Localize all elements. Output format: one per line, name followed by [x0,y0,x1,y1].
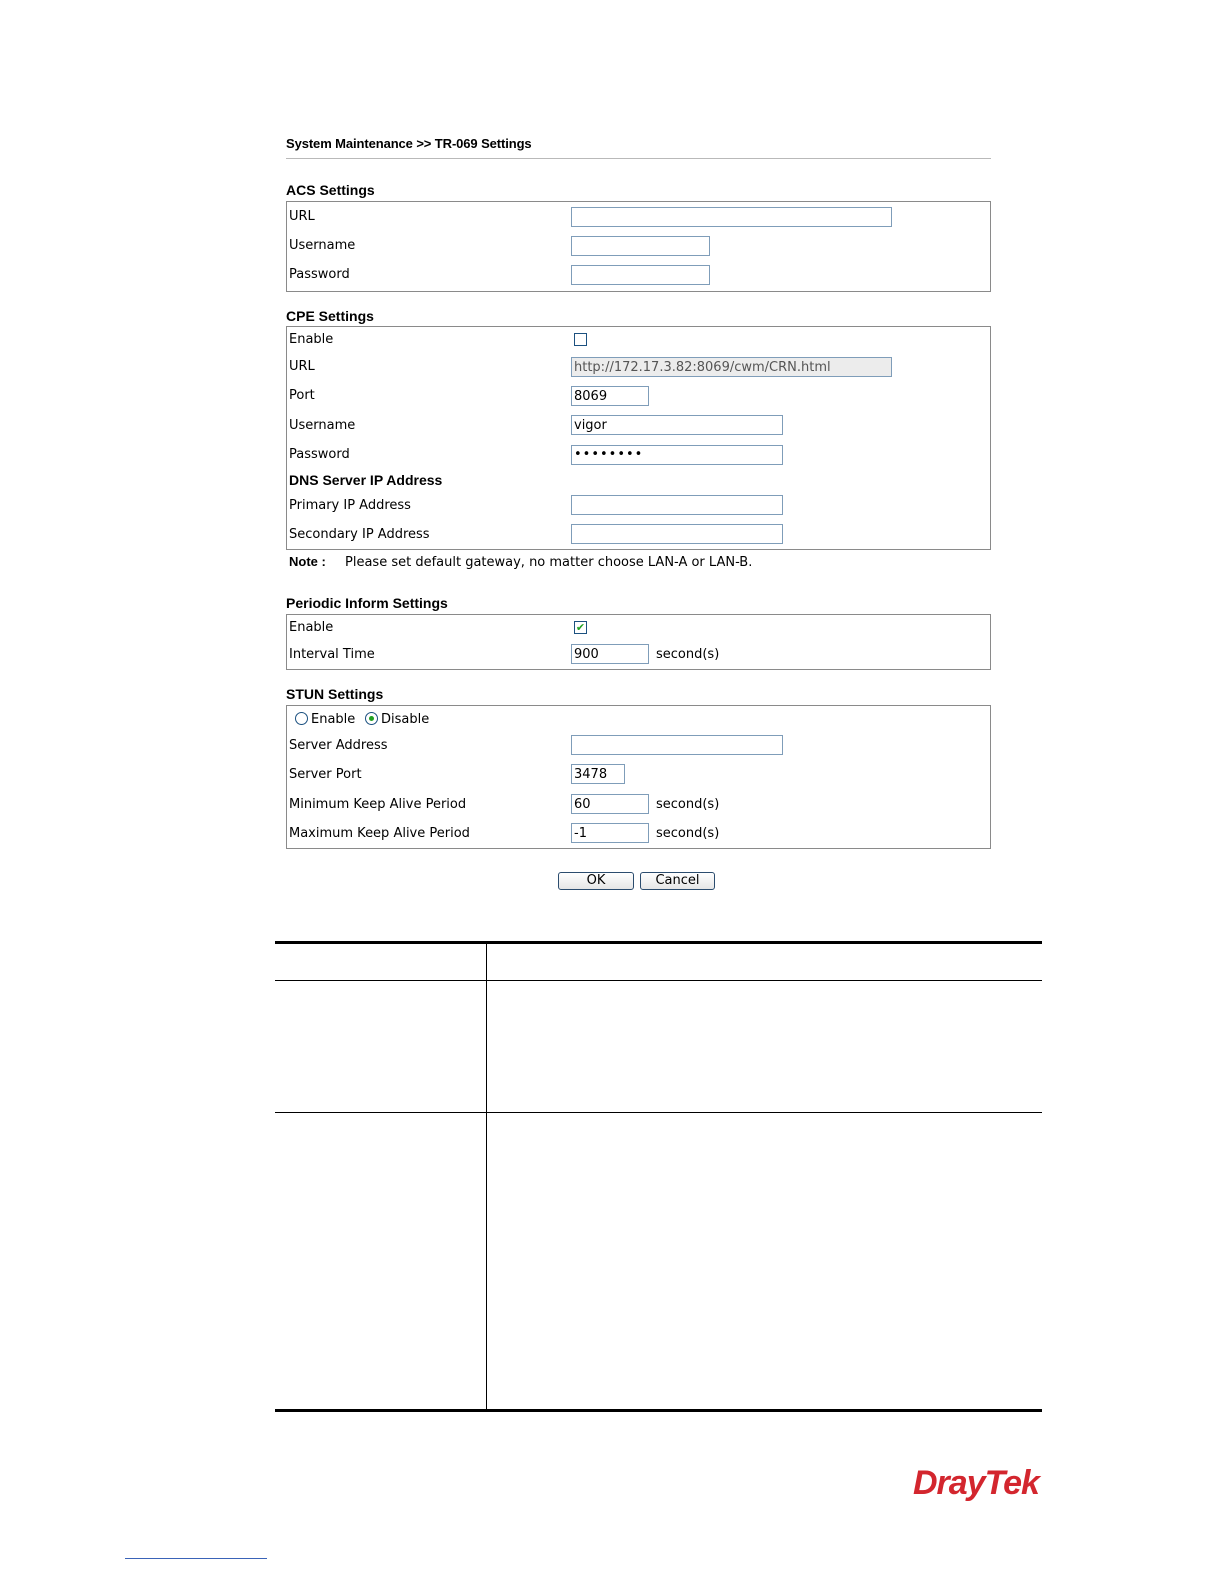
table-row-divider [275,1112,1042,1113]
cpe-username-input[interactable] [571,415,783,435]
min-keep-alive-label: Minimum Keep Alive Period [289,797,467,812]
cpe-password-input[interactable]: •••••••• [571,445,783,465]
acs-password-input[interactable] [571,265,710,285]
cpe-url-label: URL [289,359,315,374]
secondary-ip-input[interactable] [571,524,783,544]
max-keep-alive-input[interactable] [571,823,649,843]
title-divider [286,158,991,159]
cpe-username-label: Username [289,418,356,433]
draytek-logo: DrayTek [913,1464,1039,1502]
stun-disable-radio[interactable] [365,712,378,725]
periodic-enable-checkbox[interactable] [574,621,587,634]
cpe-enable-label: Enable [289,332,334,347]
interval-time-label: Interval Time [289,647,375,662]
periodic-enable-label: Enable [289,620,334,635]
acs-username-label: Username [289,238,356,253]
max-keep-alive-unit: second(s) [656,826,720,841]
checkmark-icon: ✔ [575,621,586,634]
note-label: Note : [289,554,326,569]
primary-ip-input[interactable] [571,495,783,515]
cpe-port-label: Port [289,388,315,403]
cpe-url-input [571,357,892,377]
stun-disable-label: Disable [381,712,430,727]
cpe-password-label: Password [289,447,350,462]
cpe-settings-title: CPE Settings [286,308,374,324]
table-header-divider [275,980,1042,981]
interval-unit: second(s) [656,647,720,662]
interval-time-input[interactable] [571,644,649,664]
stun-enable-radio[interactable] [295,712,308,725]
acs-url-label: URL [289,209,315,224]
radio-selected-dot [369,716,374,721]
server-port-label: Server Port [289,767,362,782]
acs-url-input[interactable] [571,207,892,227]
page-title: System Maintenance >> TR-069 Settings [286,136,532,151]
cpe-enable-checkbox[interactable] [574,333,587,346]
table-bottom-border [275,1409,1042,1412]
note-text: Please set default gateway, no matter choose LAN-A or LAN-B. [345,555,753,570]
min-keep-alive-input[interactable] [571,794,649,814]
stun-enable-label: Enable [311,712,356,727]
ok-button[interactable]: OK [558,872,634,890]
acs-password-label: Password [289,267,350,282]
acs-username-input[interactable] [571,236,710,256]
table-top-border [275,941,1042,944]
cpe-port-input[interactable] [571,386,649,406]
min-keep-alive-unit: second(s) [656,797,720,812]
cancel-button[interactable]: Cancel [640,872,715,890]
periodic-settings-title: Periodic Inform Settings [286,595,448,611]
server-address-input[interactable] [571,735,783,755]
max-keep-alive-label: Maximum Keep Alive Period [289,826,470,841]
dns-server-heading: DNS Server IP Address [289,472,443,488]
server-port-input[interactable] [571,764,625,784]
stun-settings-title: STUN Settings [286,686,384,702]
secondary-ip-label: Secondary IP Address [289,527,430,542]
server-address-label: Server Address [289,738,388,753]
acs-settings-title: ACS Settings [286,182,375,198]
table-column-divider [486,944,487,1409]
primary-ip-label: Primary IP Address [289,498,411,513]
footer-divider [125,1558,267,1559]
